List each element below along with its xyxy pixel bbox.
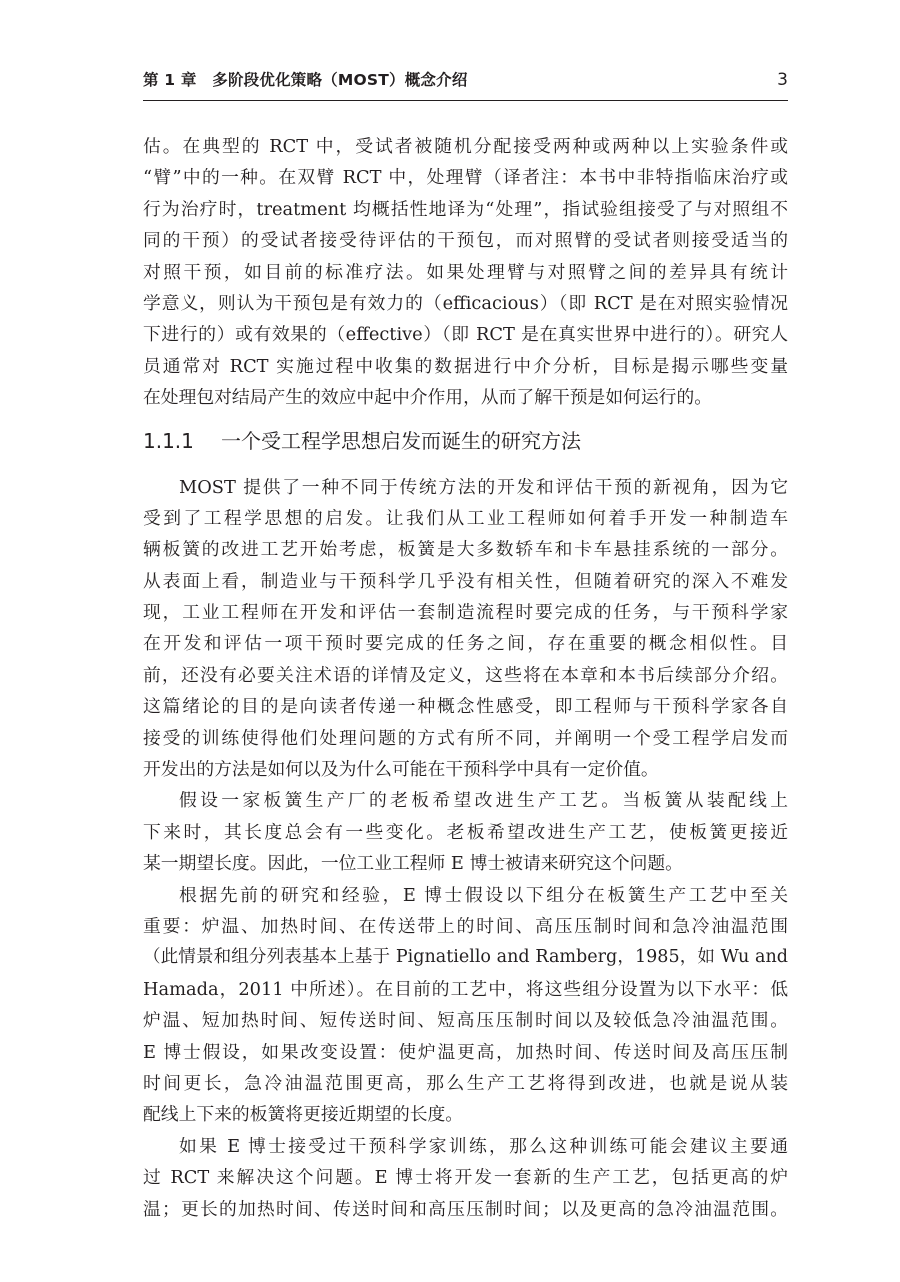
text-line: 现，工业工程师在开发和评估一套制造流程时要完成的任务，与干预科学家 [143,602,788,624]
paragraph-rct-approach [143,1131,788,1225]
body-text [143,131,788,1225]
text-line: 根据先前的研究和经验，E 博士假设以下组分在板簧生产工艺中至关 [179,884,788,906]
paragraph-engineering-intro [143,472,788,786]
text-line: 从表面上看，制造业与干预科学几乎没有相关性，但随着研究的深入不难发 [143,570,788,592]
text-line: 时间更长，急冷油温范围更高，那么生产工艺将得到改进，也就是说从装 [143,1072,788,1094]
text-line: 下进行的）或有效果的（effective）（即 RCT 是在真实世界中进行的）。研究人 [143,324,788,346]
text-line: 某一期望长度。因此，一位工业工程师 E 博士被请来研究这个问题。 [143,853,683,875]
running-header [143,66,788,94]
text-line: 行为治疗时，treatment 均概括性地译为“处理”，指试验组接受了与对照组不 [143,198,788,220]
text-line: 辆板簧的改进工艺开始考虑，板簧是大多数轿车和卡车悬挂系统的一部分。 [143,539,788,561]
text-line: 在处理包对结局产生的效应中起中介作用，从而了解干预是如何运行的。 [143,387,713,409]
text-line: 假设一家板簧生产厂的老板希望改进生产工艺。当板簧从装配线上 [179,790,788,812]
text-line: “臂”中的一种。在双臂 RCT 中，处理臂（译者注：本书中非特指临床治疗或 [143,167,788,189]
text-line: 如果 E 博士接受过干预科学家训练，那么这种训练可能会建议主要通 [179,1135,788,1157]
text-line: 受到了工程学思想的启发。让我们从工业工程师如何着手开发一种制造车 [143,507,788,529]
text-line: 这篇绪论的目的是向读者传递一种概念性感受，即工程师与干预科学家各自 [143,696,788,718]
text-line: 接受的训练使得他们处理问题的方式有所不同，并阐明一个受工程学启发而 [143,727,788,749]
section-title: 一个受工程学思想启发而诞生的研究方法 [221,428,581,453]
text-line: 温；更长的加热时间、传送时间和高压压制时间；以及更高的急冷油温范围。 [143,1198,788,1220]
header-rule [143,100,788,101]
text-line: 前，还没有必要关注术语的详情及定义，这些将在本章和本书后续部分介绍。 [143,664,788,686]
chapter-title: 第 1 章 多阶段优化策略（MOST）概念介绍 [143,71,468,89]
text-line: 下来时，其长度总会有一些变化。老板希望改进生产工艺，使板簧更接近 [143,821,788,843]
text-line: 炉温、短加热时间、短传送时间、短高压压制时间以及较低急冷油温范围。 [143,1010,788,1032]
text-line: Hamada，2011 中所述）。在目前的工艺中，将这些组分设置为以下水平：低 [143,978,788,1000]
page-number: 3 [777,70,788,90]
text-line: MOST 提供了一种不同于传统方法的开发和评估干预的新视角，因为它 [179,476,788,498]
text-line: 学意义，则认为干预包是有效力的（efficacious）（即 RCT 是在对照实验情况 [143,292,788,314]
text-line: 开发出的方法是如何以及为什么可能在干预科学中具有一定价值。 [143,759,659,781]
text-line: 员通常对 RCT 实施过程中收集的数据进行中介分析，目标是揭示哪些变量 [143,355,788,377]
paragraph-rct-description [143,131,788,414]
section-number: 1.1.1 [143,428,194,453]
text-line: 过 RCT 来解决这个问题。E 博士将开发一套新的生产工艺，包括更高的炉 [143,1167,788,1189]
text-line: 重要：炉温、加热时间、在传送带上的时间、高压压制时间和急冷油温范围 [143,915,788,937]
text-line: 在开发和评估一项干预时要完成的任务之间，存在重要的概念相似性。目 [143,633,788,655]
text-line: 估。在典型的 RCT 中，受试者被随机分配接受两种或两种以上实验条件或 [143,136,788,157]
text-line: 配线上下来的板簧将更接近期望的长度。 [143,1104,464,1126]
text-line: （此情景和组分列表基本上基于 Pignatiello and Ramberg，1985，如 Wu and [143,947,788,968]
text-line: 对照干预，如目前的标准疗法。如果处理臂与对照臂之间的差异具有统计 [143,261,788,283]
paragraph-leaf-spring-scenario [143,785,788,879]
section-heading [143,427,788,455]
text-line: 同的干预）的受试者接受待评估的干预包，而对照臂的受试者则接受适当的 [143,230,788,252]
paragraph-components-hypothesis [143,880,788,1131]
text-line: E 博士假设，如果改变设置：使炉温更高，加热时间、传送时间及高压压制 [143,1041,788,1063]
